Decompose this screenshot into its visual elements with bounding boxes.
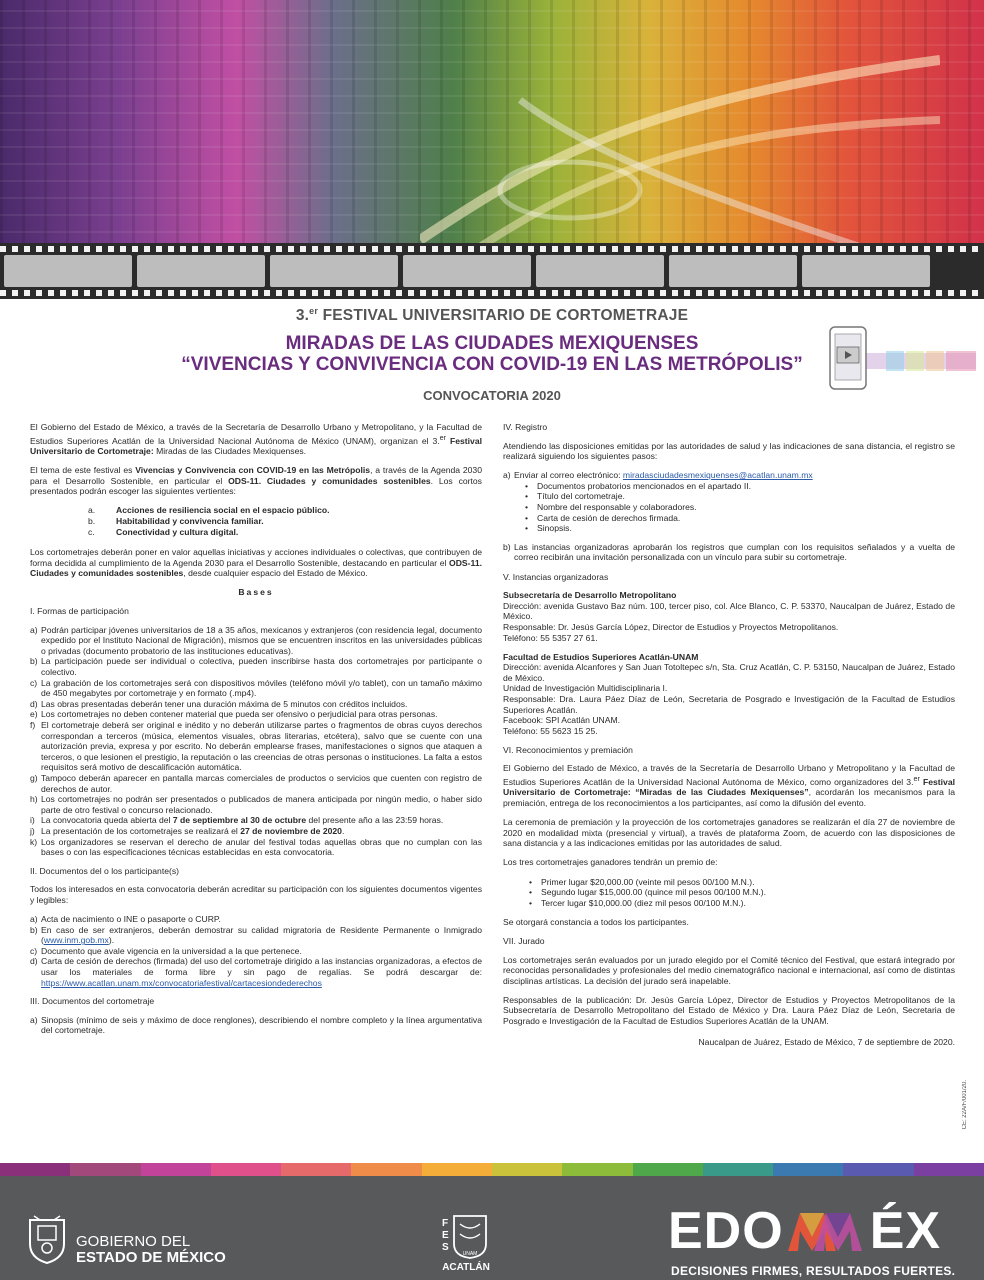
- rainbow-segment: [211, 1163, 281, 1176]
- short-documents-list: [30, 1015, 482, 1036]
- section-heading: II. Documentos del o los participante(s): [30, 865, 180, 876]
- rainbow-segment: [843, 1163, 913, 1176]
- festival-heading: 3.$^{er}$ FESTIVAL UNIVERSITARIO DE CORTOMETRAJE: [295, 306, 689, 325]
- rainbow-segment: [562, 1163, 632, 1176]
- film-frame: [270, 255, 398, 287]
- fes-letter: F: [442, 1218, 449, 1229]
- prize-item: • Segundo lugar $15,000.00 (quince mil pesos 00/100 M.N.).: [529, 887, 767, 898]
- carta-cesion-link[interactable]: https://www.acatlan.unam.mx/convocatoriafestival/cartacesiondederechos: [41, 977, 322, 988]
- estado-de-mexico-seal-icon: [26, 1214, 68, 1264]
- list-item: k) Los organizadores se reservan el derecho de anular del festival todas aquellas obras que no cumplan con las bases o con las especificaciones técnicas establecidas en esta convocatoria.: [30, 836, 482, 858]
- film-frame: [669, 255, 797, 287]
- section-heading: IV. Registro: [503, 422, 548, 432]
- documents-list: [30, 914, 482, 988]
- org-block-2: [503, 652, 955, 737]
- registro-intro: Atendiendo las disposiciones emitidas por las autoridades de salud y las indicaciones de sana distancia, el registro se realizará siguiendo los siguientes pasos:: [503, 440, 955, 462]
- inm-link[interactable]: www.inm.gob.mx: [43, 935, 109, 946]
- section-heading: VII. Jurado: [503, 935, 545, 946]
- prize-list: [529, 877, 955, 909]
- main-title: MIRADAS DE LAS CIUDADES MEXIQUENSES: [285, 333, 699, 355]
- list-item: b) La participación puede ser individual o colectiva, pueden inscribirse hasta dos cortometrajes por participante o colectivo.: [30, 656, 482, 678]
- participation-list: [30, 625, 482, 858]
- film-frames: [4, 255, 930, 287]
- section-heading: III. Documentos del cortometraje: [30, 996, 155, 1007]
- awards-paragraph-4: Se otorgará constancia a todos los participantes.: [503, 916, 689, 927]
- list-item: a) Enviar al correo electrónico: miradasciudadesmexiquenses@acatlan.unam.mx: [503, 470, 813, 481]
- film-frame: [802, 255, 930, 287]
- list-item: d) Carta de cesión de derechos (firmada) del uso del cortometraje dirigido a las instancias organizadoras, a efectos de usar los materiales de forma libre y sin pago de regalías. Se podrá descargar de: https://www.acatlan.unam.mx/convocatoriafestival/cartacesiondederechos: [30, 956, 482, 988]
- intro-paragraph-3: Los cortometrajes deberán poner en valor aquellas iniciativas y acciones individuales o colectivas, que contribuyen de forma decidida al cumplimiento de la Agenda 2030 para el Desarrollo Sostenible, destacando en particular el ODS-11. Ciudades y comunidades sostenibles, desde cualquier espacio del Estado de México.: [30, 547, 482, 579]
- section-heading: I. Formas de participación: [30, 606, 129, 617]
- bullet-item: • Nombre del responsable y colaboradores.: [525, 502, 697, 513]
- awards-paragraph-1: El Gobierno del Estado de México, a través de la Secretaría de Desarrollo Urbano y Metropolitano y la Facultad de Estudios Superiores Acatlán de la Universidad Nacional Autónoma de México, como organizadores del 3.$^{er}$ Festival Universitario de Cortometraje: “Miradas de las Ciudades Mexiquenses”, acordarán los mecanismos para la premiación, entrega de los reconocimientos a los participantes, así como la difusión del evento.: [503, 763, 956, 809]
- org-line: Facebook: SPI Acatlán UNAM.: [503, 715, 621, 726]
- awards-paragraph-3: Los tres cortometrajes ganadores tendrán un premio de:: [503, 857, 718, 868]
- phone-video-icon: [826, 325, 976, 391]
- org-line: Responsable: Dr. Jesús García López, Director de Estudios y Proyectos Metropolitanos.: [503, 621, 839, 632]
- edomex-tagline: DECISIONES FIRMES, RESULTADOS FUERTES.: [671, 1264, 956, 1278]
- org-line: Unidad de Investigación Multidisciplinaria I.: [503, 683, 668, 694]
- edomex-left: EDO: [668, 1202, 784, 1260]
- rainbow-segment: [703, 1163, 773, 1176]
- left-column: [30, 422, 482, 1044]
- film-holes-bottom: [0, 290, 984, 296]
- org-line: Teléfono: 55 5357 27 61.: [503, 632, 598, 643]
- bullet-item: • Título del cortometraje.: [525, 491, 625, 502]
- fes-letter: E: [442, 1230, 449, 1241]
- responsables-paragraph: Responsables de la publicación: Dr. Jesús García López, Director de Estudios y Proyectos Metropolitanos de la Subsecretaría de Desarrollo Metropolitano del Estado de México y Dra. Laura Páez Díaz de León, Secretaria de Posgrado e Investigación de la Facultad de Estudios Superiores Acatlán de la UNAM.: [503, 994, 955, 1026]
- film-frame: [403, 255, 531, 287]
- documents-intro: Todos los interesados en esta convocatoria deberán acreditar su participación con los siguientes documentos vigentes y legibles:: [30, 884, 482, 905]
- list-item: c) La grabación de los cortometrajes será con dispositivos móviles (teléfono móvil y/o tablet), con un tamaño máximo de 450 megabytes por cortometraje y en formato (.mp4).: [30, 677, 482, 699]
- awards-paragraph-2: La ceremonia de premiación y la proyección de los cortometrajes ganadores se realizarán el día 27 de noviembre de 2020 en modalidad mixta (presencial y virtual), a través de plataforma Zoom, de acuerdo con las disposiciones de sana distancia y a las indicaciones emitidas por las autoridades de salud.: [503, 817, 955, 849]
- gob-line-2: ESTADO DE MÉXICO: [76, 1249, 226, 1266]
- edomex-m-icon: [784, 1209, 870, 1253]
- right-column: [503, 422, 955, 1047]
- highway-overlay: [420, 40, 940, 260]
- list-item: c) Documento que avale vigencia en la universidad a la que pertenece.: [30, 945, 302, 956]
- bases-heading: Bases: [238, 587, 274, 598]
- gobierno-logo-text: [76, 1234, 226, 1266]
- list-item: a) Acta de nacimiento o INE o pasaporte o CURP.: [30, 914, 221, 925]
- edomex-logo: [668, 1202, 968, 1278]
- list-item: b) En caso de ser extranjeros, deberán demostrar su calidad migratoria de Residente Permanente o Inmigrado (www.inm.gob.mx).: [30, 924, 482, 946]
- section-heading: V. Instancias organizadoras: [503, 571, 609, 582]
- category-item: b. Habitabilidad y convivencia familiar.: [88, 516, 264, 527]
- jury-paragraph: Los cortometrajes serán evaluados por un jurado elegido por el Comité técnico del Festival, que estará integrado por reconocidas personalidades y profesionales del medio cinematográfico nacional e internacional, así como de distintas disciplinas artísticas. La decisión del jurado será inapelable.: [503, 954, 955, 986]
- list-item: f) El cortometraje deberá ser original e inédito y no deberán utilizarse partes o fragmentos de obras cuyos derechos correspondan a terceros (música, elementos visuales, obras literarias, etcétera), salvo que se cuente con una autorización previa, expresa y por escrito. No deberán emplearse frases, manifestaciones o signos que ataquen a terceros, o que lesionen el prestigio, la reputación o las creencias de otras personas o instituciones. La falta a estos requisitos será motivo de descalificación automática.: [30, 720, 482, 773]
- convocatoria-heading: CONVOCATORIA 2020: [423, 388, 561, 404]
- prize-item: • Primer lugar $20,000.00 (veinte mil pesos 00/100 M.N.).: [529, 876, 755, 887]
- email-link[interactable]: miradasciudadesmexiquenses@acatlan.unam.mx: [622, 470, 813, 481]
- gob-line-1: GOBIERNO DEL: [76, 1233, 191, 1250]
- rainbow-segment: [633, 1163, 703, 1176]
- section-heading: VI. Reconocimientos y premiación: [503, 744, 633, 755]
- list-item: a) Podrán participar jóvenes universitarios de 18 a 35 años, mexicanos y extranjeros (con residencia legal, documento expedido por el Instituto Nacional de Migración), mismos que se encuentren inscritos en las universidades públicas o privadas (documento probatorio de las instituciones educativas).: [30, 624, 482, 656]
- rainbow-segment: [422, 1163, 492, 1176]
- place-date: Naucalpan de Juárez, Estado de México, 7 de septiembre de 2020.: [698, 1036, 955, 1047]
- category-item: c. Conectividad y cultura digital.: [88, 526, 239, 537]
- fes-acatlan-text: ACATLÁN: [442, 1262, 490, 1273]
- rainbow-stripe: [0, 1163, 984, 1176]
- edomex-wordmark: [668, 1202, 968, 1260]
- org-line: Dirección: avenida Gustavo Baz núm. 100, tercer piso, col. Alce Blanco, C. P. 53370, Naucalpan de Juárez, Estado de México.: [503, 600, 955, 622]
- bullet-item: • Carta de cesión de derechos firmada.: [525, 512, 681, 523]
- hero-banner: [0, 0, 984, 300]
- org-title: Subsecretaría de Desarrollo Metropolitano: [503, 590, 677, 601]
- list-item: i) La convocatoria queda abierta del 7 de septiembre al 30 de octubre del presente año a las 23:59 horas.: [30, 815, 444, 826]
- rainbow-segment: [0, 1163, 70, 1176]
- filmstrip: [0, 243, 984, 299]
- org-line: Responsable: Dra. Laura Páez Díaz de León, Secretaria de Posgrado e Investigación de la Facultad de Estudios Superiores Acatlán.: [503, 693, 955, 715]
- bullet-item: • Sinopsis.: [525, 523, 572, 534]
- film-frame: [137, 255, 265, 287]
- film-frame: [536, 255, 664, 287]
- category-item: a. Acciones de resiliencia social en el espacio público.: [88, 505, 330, 516]
- film-holes-top: [0, 246, 984, 252]
- registro-bullets: [525, 481, 955, 534]
- category-list: [88, 505, 482, 537]
- fes-acatlan-logo-icon: [440, 1212, 492, 1274]
- subtitle: “VIVENCIAS Y CONVIVENCIA CON COVID-19 EN LAS METRÓPOLIS”: [181, 354, 803, 376]
- list-item: h) Los cortometrajes no podrán ser presentados o publicados de manera anticipada por ningún medio, o haber sido parte de otro festival o concurso relacionado.: [30, 794, 482, 815]
- org-title: Facultad de Estudios Superiores Acatlán-UNAM: [503, 651, 699, 662]
- ce-code: CE: 22A/F/001/20.: [962, 1080, 968, 1130]
- rainbow-segment: [914, 1163, 984, 1176]
- rainbow-segment: [773, 1163, 843, 1176]
- rainbow-segment: [281, 1163, 351, 1176]
- org-line: Dirección: avenida Alcanfores y San Juan Totoltepec s/n, Sta. Cruz Acatlán, C. P. 53150, Naucalpan de Juárez, Estado de México.: [503, 662, 955, 683]
- list-item: a) Sinopsis (mínimo de seis y máximo de doce renglones), describiendo el nombre completo y la línea argumentativa del cortometraje.: [30, 1014, 482, 1036]
- intro-paragraph-1: El Gobierno del Estado de México, a través de la Secretaría de Desarrollo Urbano y Metropolitano, y la Facultad de Estudios Superiores Acatlán de la Universidad Nacional Autónoma de México (UNAM), organizan el 3.$^{er}$ Festival Universitario de Cortometraje: Miradas de las Ciudades Mexiquenses.: [30, 422, 482, 457]
- intro-paragraph-2: El tema de este festival es Vivencias y Convivencia con COVID-19 en las Metrópolis, a través de la Agenda 2030 para el Desarrollo Sostenible, en particular el ODS-11. Ciudades y comunidades sostenibles. Los cortos presentados podrán escoger las siguientes vertientes:: [30, 465, 482, 497]
- rainbow-segment: [70, 1163, 140, 1176]
- list-item: j) La presentación de los cortometrajes se realizará el 27 de noviembre de 2020.: [30, 825, 345, 836]
- org-block-1: [503, 590, 955, 643]
- list-item: d) Las obras presentadas deberán tener una duración máxima de 5 minutos con créditos incluidos.: [30, 698, 408, 709]
- footer: [0, 1176, 984, 1280]
- fes-letter: S: [442, 1242, 449, 1253]
- edomex-right: ÉX: [869, 1202, 942, 1260]
- list-item: b) Las instancias organizadoras aprobarán los registros que cumplan con los requisitos señalados y a vuelta de correo recibirán una invitación personalizada con un vínculo para subir su cortometraje.: [503, 541, 955, 563]
- rainbow-segment: [492, 1163, 562, 1176]
- rainbow-segment: [351, 1163, 421, 1176]
- bullet-item: • Documentos probatorios mencionados en el apartado II.: [525, 480, 752, 491]
- rainbow-segment: [141, 1163, 211, 1176]
- fes-unam-text: UNAM: [462, 1251, 478, 1257]
- list-item: g) Tampoco deberán aparecer en pantalla marcas comerciales de productos o servicios que cuenten con registro de derechos de autor.: [30, 772, 482, 794]
- film-frame: [4, 255, 132, 287]
- org-line: Teléfono: 55 5623 15 25.: [503, 725, 598, 736]
- prize-item: • Tercer lugar $10,000.00 (diez mil pesos 00/100 M.N.).: [529, 897, 746, 908]
- list-item: e) Los cortometrajes no deben contener material que pueda ser ofensivo o perjudicial para otras personas.: [30, 709, 438, 720]
